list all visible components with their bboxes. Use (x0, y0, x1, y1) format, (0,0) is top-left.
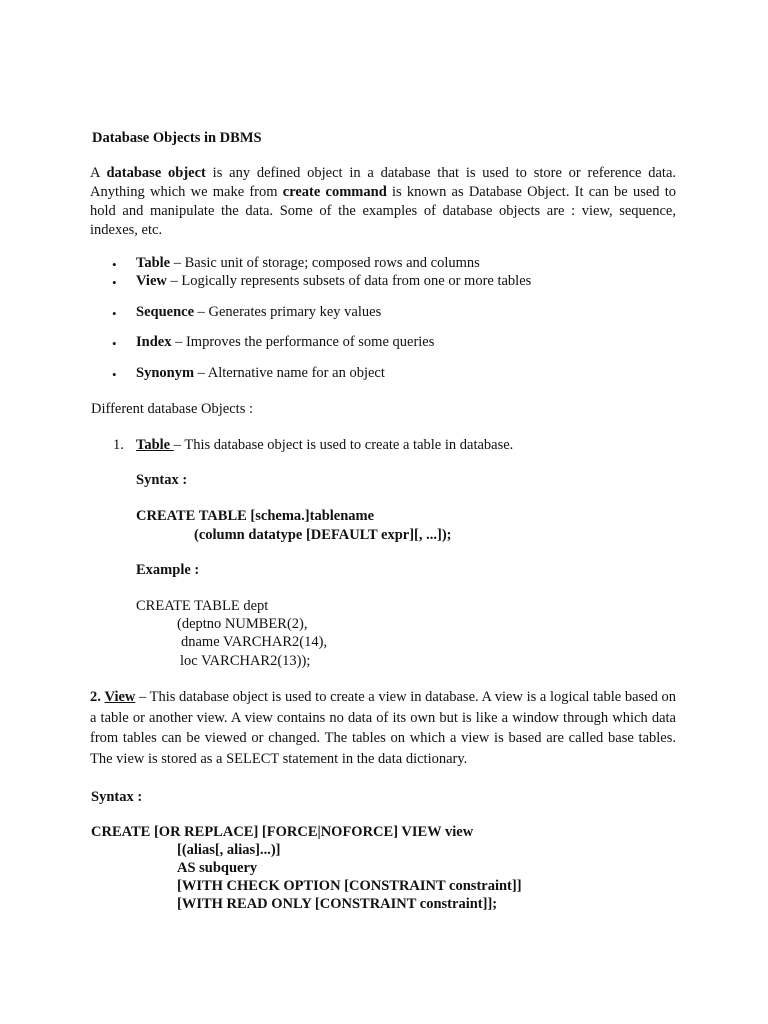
bullet-dot: • (112, 306, 117, 321)
syntax-line: CREATE [OR REPLACE] [FORCE|NOFORCE] VIEW view (91, 824, 474, 840)
intro-bold-database-object: database object (106, 165, 206, 181)
example-line: (deptno NUMBER(2), (177, 616, 308, 632)
intro-text-2: is any defined object in a database that is used to store or reference data. Anything which we make from (90, 165, 677, 200)
bullet-term: Synonym (136, 365, 195, 381)
view-paragraph (90, 687, 676, 769)
bullet-dot: • (112, 367, 117, 382)
intro-bold-create-command: create command (282, 184, 387, 200)
bullet-desc: – Improves the performance of some queries (171, 334, 435, 350)
view-desc: – This database object is used to create a view in database. A view is a logical table based on a table or another view. A view contains no data of its own but is like a window through which data from tables can be viewed or changed. The tables on which a view is based are called base tables. The view is stored as a SELECT statement in the data dictionary. (90, 689, 677, 767)
bullet-desc: – Basic unit of storage; composed rows and columns (170, 255, 480, 271)
page-title-text: Database Objects in DBMS (92, 130, 262, 146)
syntax-line: (column datatype [DEFAULT expr][, ...]); (194, 527, 452, 543)
bullet-dot: • (112, 336, 117, 351)
table-desc: – This database object is used to create a table in database. (173, 437, 514, 453)
list-number: 2. (90, 689, 101, 705)
intro-text-1: A (90, 165, 107, 181)
different-objects-heading: Different database Objects : (91, 401, 253, 417)
bullet-dot: • (112, 275, 117, 290)
view-term: View (104, 689, 136, 705)
bullet-desc: – Logically represents subsets of data from one or more tables (166, 273, 532, 289)
syntax-line: [WITH CHECK OPTION [CONSTRAINT constraint]] (177, 878, 522, 894)
bullet-dot: • (112, 257, 117, 272)
bullet-term: Sequence (136, 304, 194, 320)
syntax-line: CREATE TABLE [schema.]tablename (136, 508, 375, 524)
page-title (92, 130, 262, 147)
example-line: CREATE TABLE dept (136, 598, 269, 614)
syntax-label: Syntax : (136, 472, 188, 488)
example-line: dname VARCHAR2(14), (181, 634, 328, 650)
example-label: Example : (136, 562, 200, 578)
syntax-line: [WITH READ ONLY [CONSTRAINT constraint]]; (177, 896, 498, 912)
intro-paragraph (90, 164, 676, 240)
bullet-term: Index (136, 334, 172, 350)
list-number: 1. (113, 437, 124, 453)
bullet-desc: – Alternative name for an object (194, 365, 385, 381)
syntax-label: Syntax : (91, 789, 143, 805)
bullet-term: Table (136, 255, 171, 271)
example-line: loc VARCHAR2(13)); (180, 653, 311, 669)
syntax-line: AS subquery (177, 860, 258, 876)
bullet-desc: – Generates primary key values (194, 304, 382, 320)
bullet-term: View (136, 273, 167, 289)
syntax-line: [(alias[, alias]...)] (177, 842, 281, 858)
intro-text-3: is known as Database Object. It can be used to hold and manipulate the data. Some of the examples of database objects are : view, sequence, indexes, etc. (90, 184, 677, 238)
table-term: Table (136, 437, 174, 453)
